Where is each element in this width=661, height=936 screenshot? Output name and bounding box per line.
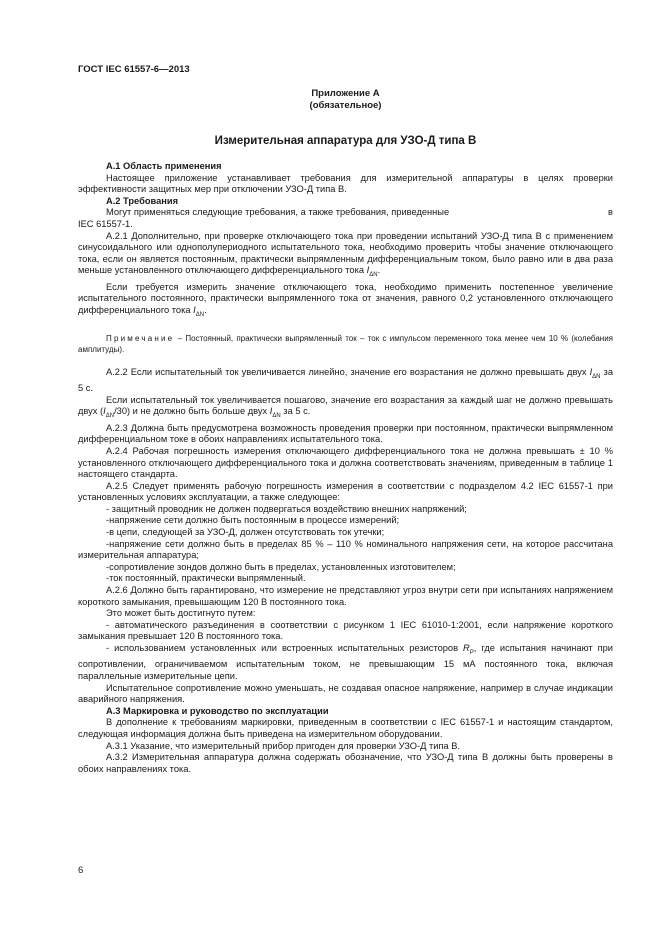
symbol-dn: ΔN — [272, 413, 281, 420]
clause-a26-c: - автоматического разъединения в соответствии с рисунком 1 IEC 61010-1:2001, если напряжение короткого замыкания превышает 120 В постоянного тока. — [78, 619, 613, 642]
clause-a25: А.2.5 Следует применять рабочую погрешность измерения в соответствии с подразделом 4.2 IEC 61557-1 при установленных условиях эксплуатации, а также следующее: — [78, 480, 613, 503]
document-body — [78, 161, 613, 775]
note — [78, 333, 613, 355]
section-a1-paragraph: Настоящее приложение устанавливает требования для измерительной аппаратуры в целях проверки эффективности защитных мер при отключении УЗО-Д типа В. — [78, 172, 613, 195]
section-a2-intro-ref: IEC 61557-1. — [78, 218, 133, 229]
clause-a26-d-text: - использованием установленных или встроенных испытательных резисторов — [106, 643, 459, 653]
clause-a22-b — [78, 395, 613, 423]
clause-a24: А.2.4 Рабочая погрешность измерения отключающего дифференциального тока не должна превышать ± 10 % установленного отключающего дифференциального тока и должна соответствовать значениям, приведенным в таблице 1 настоящего стандарта. — [78, 445, 613, 480]
clause-a32: А.3.2 Измерительная аппаратура должна содержать обозначение, что УЗО-Д типа В должны быть проверены в обоих направлениях тока. — [78, 752, 613, 774]
symbol-p: P — [469, 649, 474, 656]
section-a2-heading: А.2 Требования — [106, 195, 179, 206]
clause-a21-b-text: Если требуется измерить значение отключающего тока, необходимо применить постепенное увеличение испытательного постоянного, практически выпрямленного тока от значения, равного 0,2 установленного отключающего дифференциального тока — [78, 281, 613, 315]
spacer — [78, 355, 613, 367]
clause-a22-b-text: Если испытательный ток увеличивается пошагово, значение его возрастания за каждый шаг не должно превышать двух ( — [78, 394, 613, 417]
section-a3-heading: А.3 Маркировка и руководство по эксплуатации — [106, 705, 329, 716]
intro-tail: в — [608, 207, 613, 218]
clause-a21 — [78, 231, 613, 282]
clause-a22 — [78, 367, 613, 395]
clause-a26-d-tail: , где испытания начинают при сопротивлении, ограничиваемом испытательным током, не превышающим 15 мА постоянного тока, включая параллельные измерительные цепи. — [78, 643, 613, 682]
symbol-i: I — [589, 366, 593, 377]
note-text: – Постоянный, практически выпрямленный ток – ток с импульсом переменного тока менее чем 10 % (колебания амплитуды). — [78, 334, 613, 355]
symbol-dn: ΔN — [592, 373, 601, 380]
symbol-i: I — [366, 265, 370, 276]
clause-a23: А.2.3 Должна быть предусмотрена возможность проведения проверки при постоянном, практически выпрямленном дифференциальном токе в обоих направлениях испытательного тока. — [78, 422, 613, 445]
list-item: -в цепи, следующей за УЗО-Д, должен отсутствовать ток утечки; — [106, 527, 385, 538]
list-item: -ток постоянный, практически выпрямленный. — [106, 573, 306, 584]
page-number: 6 — [78, 865, 84, 876]
clause-a22-b-mid: /30) и не должно быть больше двух — [114, 406, 268, 417]
spacer — [78, 321, 613, 333]
symbol-r: R — [463, 643, 470, 653]
symbol-dn: ΔN — [105, 413, 115, 420]
list-item: -напряжение сети должно быть постоянным в процессе измерений; — [106, 515, 400, 526]
symbol-dn: ΔN — [369, 272, 378, 279]
dot: . — [377, 265, 381, 276]
section-a2-intro — [78, 207, 613, 219]
symbol-dn: ΔN — [195, 311, 205, 318]
dot: . — [204, 304, 207, 315]
symbol-i: I — [193, 304, 196, 315]
clause-a21-b — [78, 282, 613, 322]
clause-a21-text: А.2.1 Дополнительно, при проверке отключающего тока при проведении испытаний УЗО-Д типа В с применением синусоидального или однополупериодного испытательного тока, необходимо проверить чтобы значение отключающего тока, если он является постоянным, практически выпрямленным дифференциальным током, было равно или в два раза меньше установленного отключающего дифференциального тока — [78, 230, 613, 276]
annex-title: Приложение А — [311, 88, 380, 99]
clause-a22-text: А.2.2 Если испытательный ток увеличивается линейно, значение его возрастания не должно превышать двух — [106, 366, 587, 377]
clause-a31: А.3.1 Указание, что измерительный прибор пригоден для проверки УЗО-Д типа В. — [106, 740, 461, 751]
section-a3-paragraph: В дополнение к требованиям маркировки, приведенным в соответствии с IEC 61557-1 и настоящим стандартом, следующая информация должна быть приведена на измерительном оборудовании. — [78, 717, 613, 740]
clause-a26-b: Это может быть достигнуто путем: — [106, 608, 256, 619]
symbol-i: I — [269, 406, 273, 417]
list-item: -напряжение сети должно быть в пределах 85 % – 110 % номинального напряжения сети, на которое рассчитана измерительная аппаратура; — [78, 538, 613, 561]
list-item: -сопротивление зондов должно быть в пределах, установленных изготовителем; — [106, 561, 456, 572]
clause-a26: А.2.6 Должно быть гарантировано, что измерение не представляют угроз внутри сети при испытаниях напряжением короткого замыкания, превышающим 120 В постоянного тока. — [78, 585, 613, 607]
note-label: Примечание — [106, 334, 175, 344]
list-item: - защитный проводник не должен подвергаться воздействию внешних напряжений; — [106, 503, 467, 514]
annex-status: (обязательное) — [309, 100, 382, 111]
clause-a26-e: Испытательное сопротивление можно уменьшать, не создавая опасное напряжение, например в случае индикации аварийного напряжения. — [78, 682, 613, 705]
clause-a26-d — [78, 643, 613, 683]
clause-a22-b-tail: за 5 с. — [280, 406, 311, 417]
symbol-i: I — [103, 406, 106, 417]
section-a1-heading: А.1 Область применения — [106, 161, 222, 171]
intro-text: Могут применяться следующие требования, а также требования, приведенные — [106, 207, 450, 218]
clause-a22-tail: за 5 с. — [78, 366, 613, 394]
standard-header: ГОСТ IEC 61557-6—2013 — [78, 64, 190, 75]
page-title: Измерительная аппаратура для УЗО-Д типа В — [214, 135, 477, 147]
